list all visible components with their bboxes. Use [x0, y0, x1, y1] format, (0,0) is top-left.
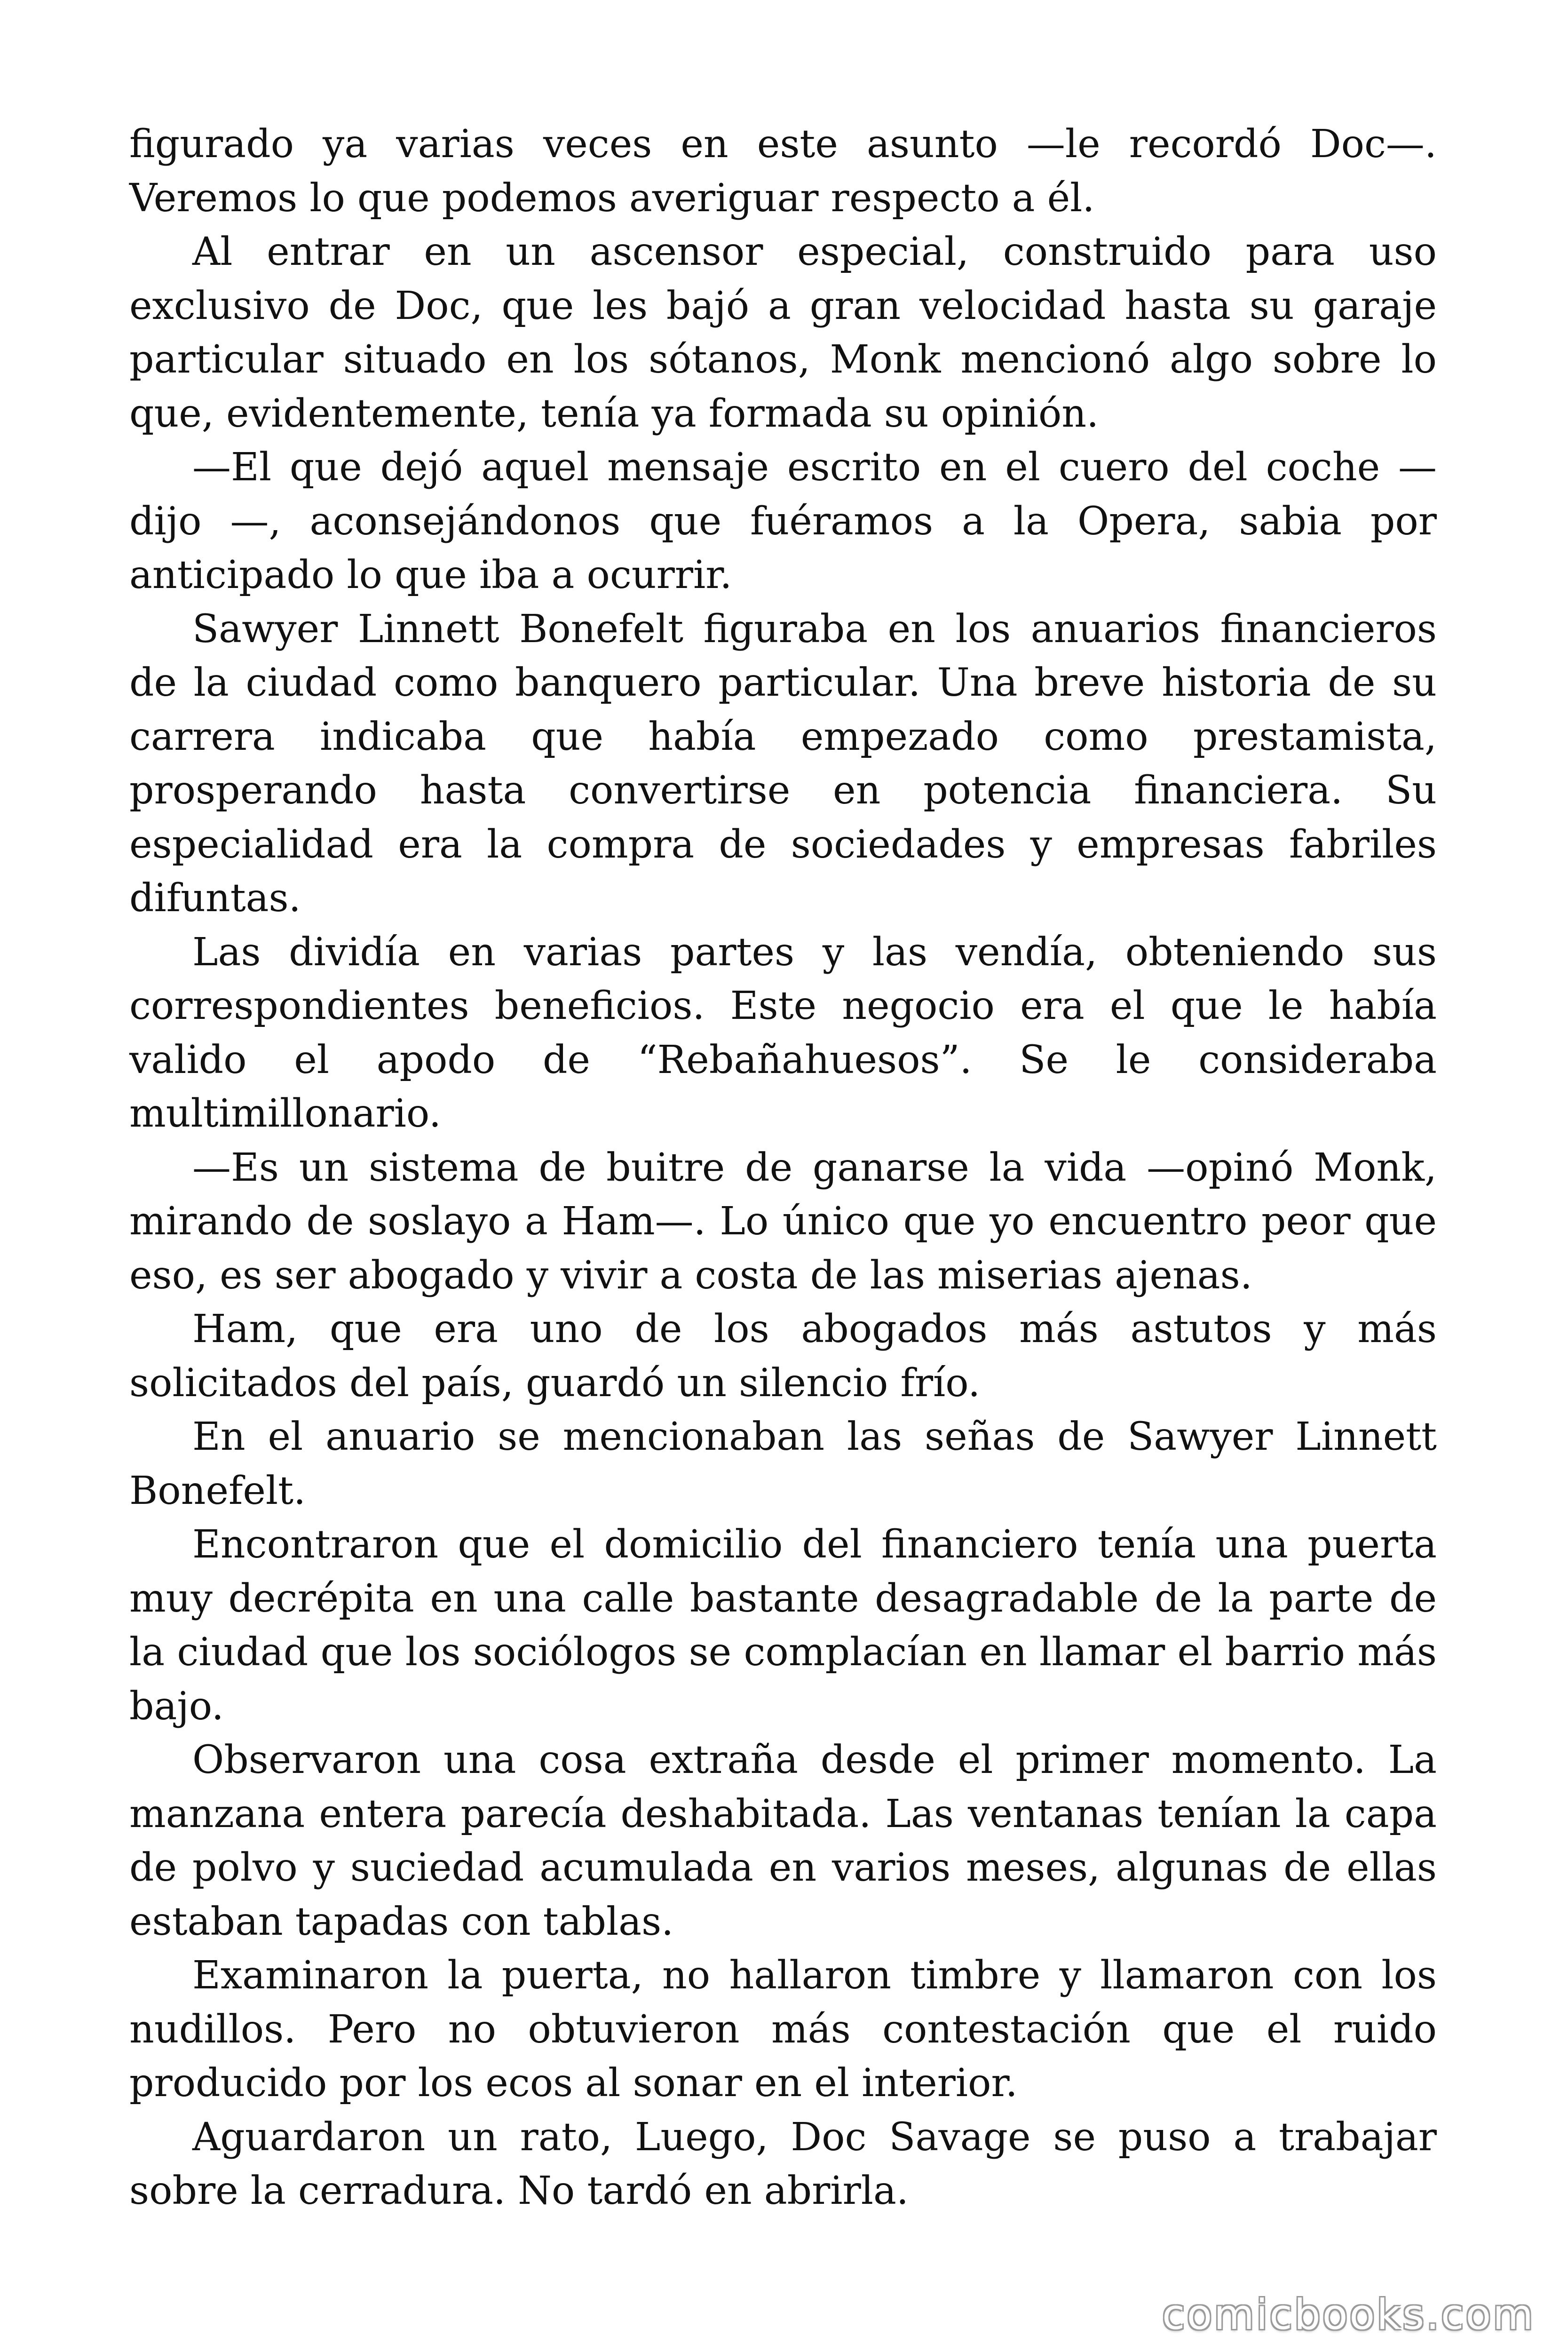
paragraph: Aguardaron un rato, Luego, Doc Savage se puso a trabajar sobre la cerradura. No tardó en abrirla. [129, 2114, 1437, 2213]
paragraph: Observaron una cosa extraña desde el primer momento. La manzana entera parecía deshabitada. Las ventanas tenían la capa de polvo y suciedad acumulada en varios meses, algunas de ellas estaban tapadas con tablas. [129, 1738, 1437, 1944]
paragraph: Examinaron la puerta, no hallaron timbre y llamaron con los nudillos. Pero no obtuvieron más contestación que el ruido producido por los ecos al sonar en el interior. [129, 1953, 1437, 2106]
paragraph: —Es un sistema de buitre de ganarse la vida —opinó Monk, mirando de soslayo a Ham—. Lo único que yo encuentro peor que eso, es ser abogado y vivir a costa de las miserias ajenas. [129, 1145, 1437, 1298]
paragraph: En el anuario se mencionaban las señas de Sawyer Linnett Bonefelt. [129, 1414, 1437, 1513]
paragraph: figurado ya varias veces en este asunto —le recordó Doc—. Veremos lo que podemos averiguar respecto a él. [129, 122, 1437, 221]
paragraph: Ham, que era uno de los abogados más astutos y más solicitados del país, guardó un silencio frío. [129, 1307, 1437, 1406]
document-page [129, 118, 1437, 2234]
paragraph: Sawyer Linnett Bonefelt figuraba en los anuarios financieros de la ciudad como banquero particular. Una breve historia de su carrera indicaba que había empezado como prestamista, prosperando hasta convertirse en potencia financiera. Su especialidad era la compra de sociedades y empresas fabriles difuntas. [129, 606, 1437, 921]
watermark-logo: comicbooks.com [1162, 2290, 1535, 2339]
paragraph: Las dividía en varias partes y las vendía, obteniendo sus correspondientes beneficios. Este negocio era el que le había valido el apodo de “Rebañahuesos”. Se le consideraba multimillonario. [129, 930, 1437, 1136]
paragraph: Encontraron que el domicilio del financiero tenía una puerta muy decrépita en una calle bastante desagradable de la parte de la ciudad que los sociólogos se complacían en llamar el barrio más bajo. [129, 1522, 1437, 1729]
paragraph: —El que dejó aquel mensaje escrito en el cuero del coche —dijo —, aconsejándonos que fuéramos a la Opera, sabia por anticipado lo que iba a ocurrir. [129, 445, 1437, 597]
paragraph: Al entrar en un ascensor especial, construido para uso exclusivo de Doc, que les bajó a gran velocidad hasta su garaje particular situado en los sótanos, Monk mencionó algo sobre lo que, evidentemente, tenía ya formada su opinión. [129, 230, 1437, 436]
